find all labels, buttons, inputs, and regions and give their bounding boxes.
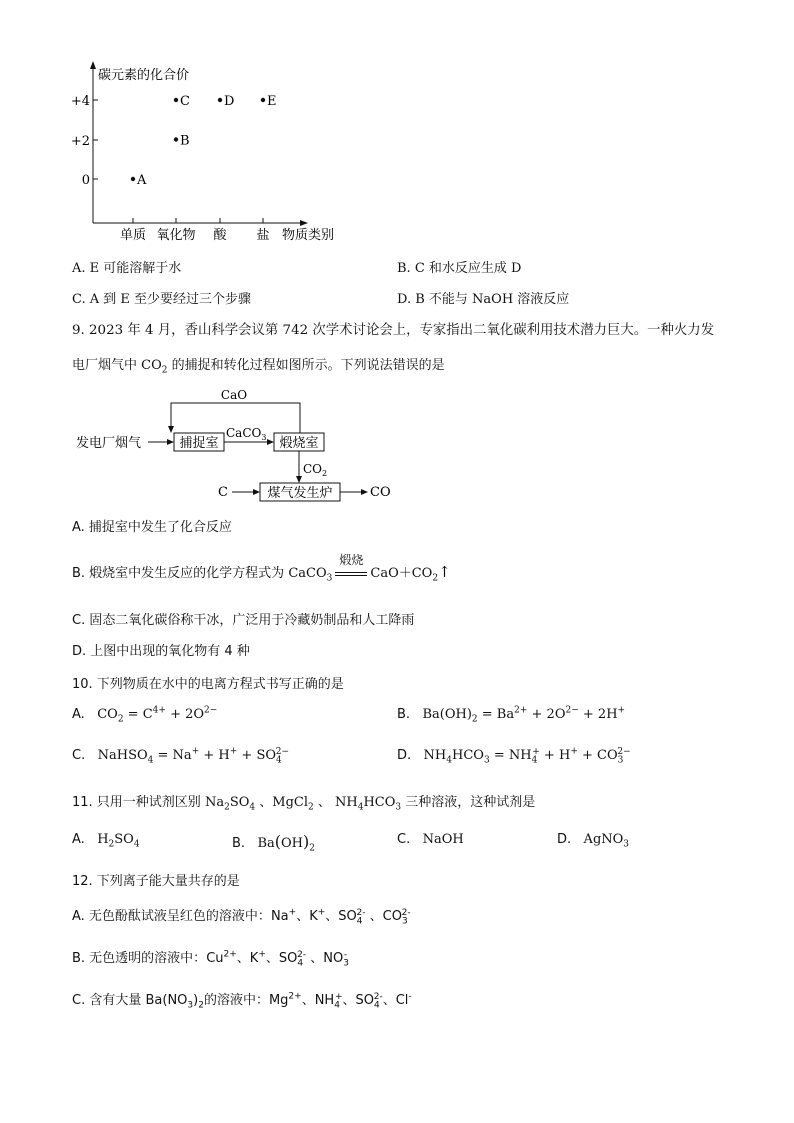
q12-option-b: B. 无色透明的溶液中：$Cu^{2+}$、K+、$SO_4^{2-}$ 、$NO_3^-$ [72,949,349,969]
q9-option-c: C. 固态二氧化碳俗称干冰，广泛用于冷藏奶制品和人工降雨 [72,613,415,628]
q12-stem: 12. 下列离子能大量共存的是 [72,874,240,889]
q12-option-a: A. 无色酚酞试液呈红色的溶液中：Na+、K+、$SO_4^{2-}$ 、$CO_3^{2-}$ [72,907,411,927]
formula-part: CaO＋CO [370,566,433,581]
calcination-room-label: 煅烧室 [279,436,319,451]
subscript: 3 [326,573,333,584]
text: 电厂烟气中 [72,358,142,373]
q10-option-b: B. $Ba(OH)_2 = Ba^{2+} + 2O^{2-} + 2H^+$ [397,705,626,725]
q9-option-d: D. 上图中出现的氧化物有 4 种 [72,644,250,659]
q9-option-b [72,553,451,584]
arrow-head [361,489,368,495]
y-axis-arrow [90,61,96,69]
data-point-D [218,98,222,102]
q12-option-c: C. 含有大量 $Ba(NO_3)_2$的溶液中：$Mg^{2+}$、$NH_4^+$、$SO_4^{2-}$、Cl- [72,991,412,1011]
x-tick-label: 酸 [213,228,227,243]
q9-option-a: A. 捕捉室中发生了化合反应 [72,520,232,535]
option-label: D. [557,832,572,847]
option-label: A. [72,707,85,722]
co2-process-diagram [70,385,400,505]
q10-option-c: C. NaHSO$_4$ = $Na^+ + H^+ + SO_4^{2-}$ [72,746,290,766]
gas-arrow: ↑ [438,563,451,581]
arrow-head [167,439,174,445]
text: A. 无色酚酞试液呈红色的溶液中： [72,909,271,924]
text: 溶液反应 [513,292,570,307]
y-tick-label: +4 [70,94,90,109]
subscript: 2 [432,573,439,584]
option-label: D. [397,748,412,763]
q11-option-d: D. AgNO$_3$ [557,832,630,850]
formula-part: CaCO [288,566,327,581]
data-point-label: B [180,133,190,149]
q10-option-a: A. $CO_2 = C^{4+} + 2O^{2-}$ [72,705,218,725]
text: 的捕捉和转化过程如图所示。下列说法错误的是 [167,358,445,373]
data-point-label: E [267,94,277,109]
arrow-head [168,426,174,433]
co-output-label: CO [370,485,391,500]
option-label: C. [397,832,411,847]
option-label: A. [72,832,85,847]
gas-generator-label: 煤气发生炉 [267,486,333,501]
cao-label: CaO [220,388,248,402]
source-label: 发电厂烟气 [76,436,142,451]
data-point-B [174,137,178,141]
co2-label: $CO_2$ [303,462,328,478]
text: 三种溶液，这种试剂是 [401,795,536,810]
reaction-condition [334,553,368,581]
option-label: B. [397,707,411,722]
valence-chart [60,55,360,250]
text: B. 无色透明的溶液中： [72,951,207,966]
data-points [131,94,277,188]
subscript: 2 [161,365,168,376]
formula [288,553,451,584]
q11-option-a: A. $H_2SO_4$ [72,832,140,850]
text: 11. 只用一种试剂区别 [72,795,205,810]
q10-stem: 10. 下列物质在水中的电离方程式书写正确的是 [72,677,344,692]
x-axis-title: 物质类别 [282,228,335,243]
q9-stem-line1: 9. 2023 年 4 月，香山科学会议第 742 次学术讨论会上，专家指出二氧化碳利用技术潜力巨大。一种火力发 [72,323,715,338]
data-point-label: A [137,173,147,188]
q8-option-a: A. E 可能溶解于水 [72,261,182,276]
condition-text: 煅烧 [339,553,364,567]
x-tick-label: 盐 [256,228,270,243]
q11-stem [72,791,536,813]
text: B. 煅烧室中发生反应的化学方程式为 [72,566,289,581]
capture-room-label: 捕捉室 [179,436,219,451]
q9-stem-line2 [72,354,445,376]
text: C. 含有大量 [72,993,146,1008]
text: D. B 不能与 [397,292,473,307]
formula: CO [141,358,162,373]
caco3-label: CaCO$_3$ [226,426,267,442]
arrow-head [253,489,260,495]
q11-option-c [397,832,464,847]
formula: NaOH [422,832,464,847]
q10-option-d: D. $NH_4HCO_3 = NH_4^+ + H^+ + CO_3^{2-}$ [397,746,631,766]
x-tick-label: 氧化物 [156,228,196,243]
data-point-label: C [180,94,190,109]
q8-option-c: C. A 到 E 至少要经过三个步骤 [72,292,252,307]
equals-sign [335,572,367,576]
data-point-A [131,177,135,181]
y-tick-label: +2 [70,134,90,149]
q8-option-d [397,288,569,307]
q11-option-b: B. $Ba(OH)_2$ [232,832,315,854]
data-point-C [174,98,178,102]
arrow-head [296,476,302,483]
arrow-head [267,439,274,445]
q8-option-b: B. C 和水反应生成 D [397,261,522,276]
option-label: C. [72,748,86,763]
y-axis-title: 碳元素的化合价 [98,68,190,83]
option-label: B. [232,836,246,851]
carbon-input-label: C [218,485,228,500]
x-axis-arrow [300,220,308,226]
data-point-label: D [224,94,235,109]
y-tick-label: 0 [81,173,90,188]
x-tick-label: 单质 [119,228,147,243]
formula: $Na_2SO_4$ 、MgCl$_2$ 、 $NH_4HCO_3$ [204,795,402,813]
data-point-E [261,98,265,102]
formula: NaOH [472,292,514,307]
